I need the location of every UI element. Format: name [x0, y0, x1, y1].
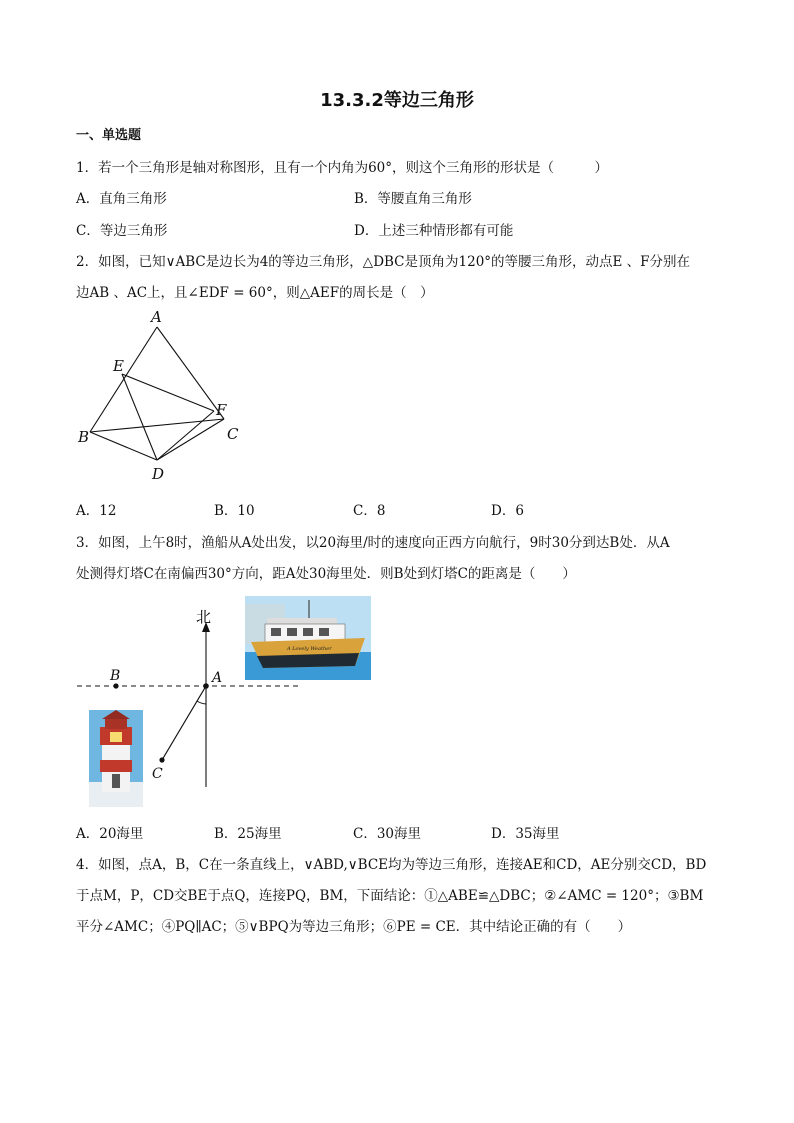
q2-option-d: D．6: [491, 503, 524, 519]
q2-option-b: B．10: [214, 503, 255, 519]
q1-option-c: C．等边三角形: [76, 223, 168, 239]
page-title: 13.3.2等边三角形: [320, 90, 474, 111]
q4-line-2: 于点M，P，CD交BE于点Q，连接PQ，BM，下面结论：①△ABE≌△DBC；②∠AMC = 120°；③BM: [76, 888, 704, 904]
q1-option-b: B．等腰直角三角形: [354, 191, 472, 207]
q3-label-a: A: [212, 670, 223, 686]
q2-line-1: 2．如图，已知∨ABC是边长为4的等边三角形，△DBC是顶角为120°的等腰三角形，动点E 、F分别在: [76, 254, 691, 270]
q2-option-c: C．8: [353, 503, 386, 519]
q3-line-2: 处测得灯塔C在南偏西30°方向，距A处30海里处．则B处到灯塔C的距离是（ ）: [76, 566, 576, 582]
q4-line-3: 平分∠AMC；④PQ∥AC；⑤∨BPQ为等边三角形；⑥PE = CE．其中结论正确的有（ ）: [76, 919, 632, 935]
q3-line-1: 3．如图，上午8时，渔船从A处出发，以20海里/时的速度向正西方向航行，9时30分到达B处．从A: [76, 535, 670, 551]
section-heading: 一、单选题: [76, 128, 142, 143]
q1-stem: 1．若一个三角形是轴对称图形，且有一个内角为60°，则这个三角形的形状是（ ）: [76, 160, 609, 176]
q3-label-b: B: [110, 668, 121, 684]
q2-label-e: E: [113, 357, 124, 375]
lighthouse-image: [89, 710, 143, 807]
q1-option-d: D．上述三种情形都有可能: [354, 223, 514, 239]
q3-option-a: A．20海里: [76, 826, 144, 842]
q2-label-d: D: [152, 465, 165, 483]
q2-label-c: C: [227, 425, 239, 443]
q2-line-2: 边AB 、AC上，且∠EDF = 60°，则△AEF的周长是（ ）: [76, 285, 434, 301]
q2-label-a: A: [151, 308, 162, 326]
q2-label-b: B: [78, 428, 90, 446]
q3-label-c: C: [152, 766, 163, 782]
q2-option-a: A．12: [76, 503, 117, 519]
q1-option-a: A．直角三角形: [76, 191, 167, 207]
q3-option-b: B．25海里: [214, 826, 282, 842]
boat-name: A Lovely Weather: [287, 646, 332, 652]
fishing-boat-image: [245, 596, 371, 680]
q2-label-f: F: [216, 401, 227, 419]
q3-option-d: D．35海里: [491, 826, 560, 842]
north-label: 北: [196, 608, 212, 626]
q2-triangle-figure: [72, 305, 252, 485]
q3-option-c: C．30海里: [353, 826, 422, 842]
q4-line-1: 4．如图，点A，B，C在一条直线上，∨ABD,∨BCE均为等边三角形，连接AE和CD，AE分别交CD，BD: [76, 857, 707, 873]
